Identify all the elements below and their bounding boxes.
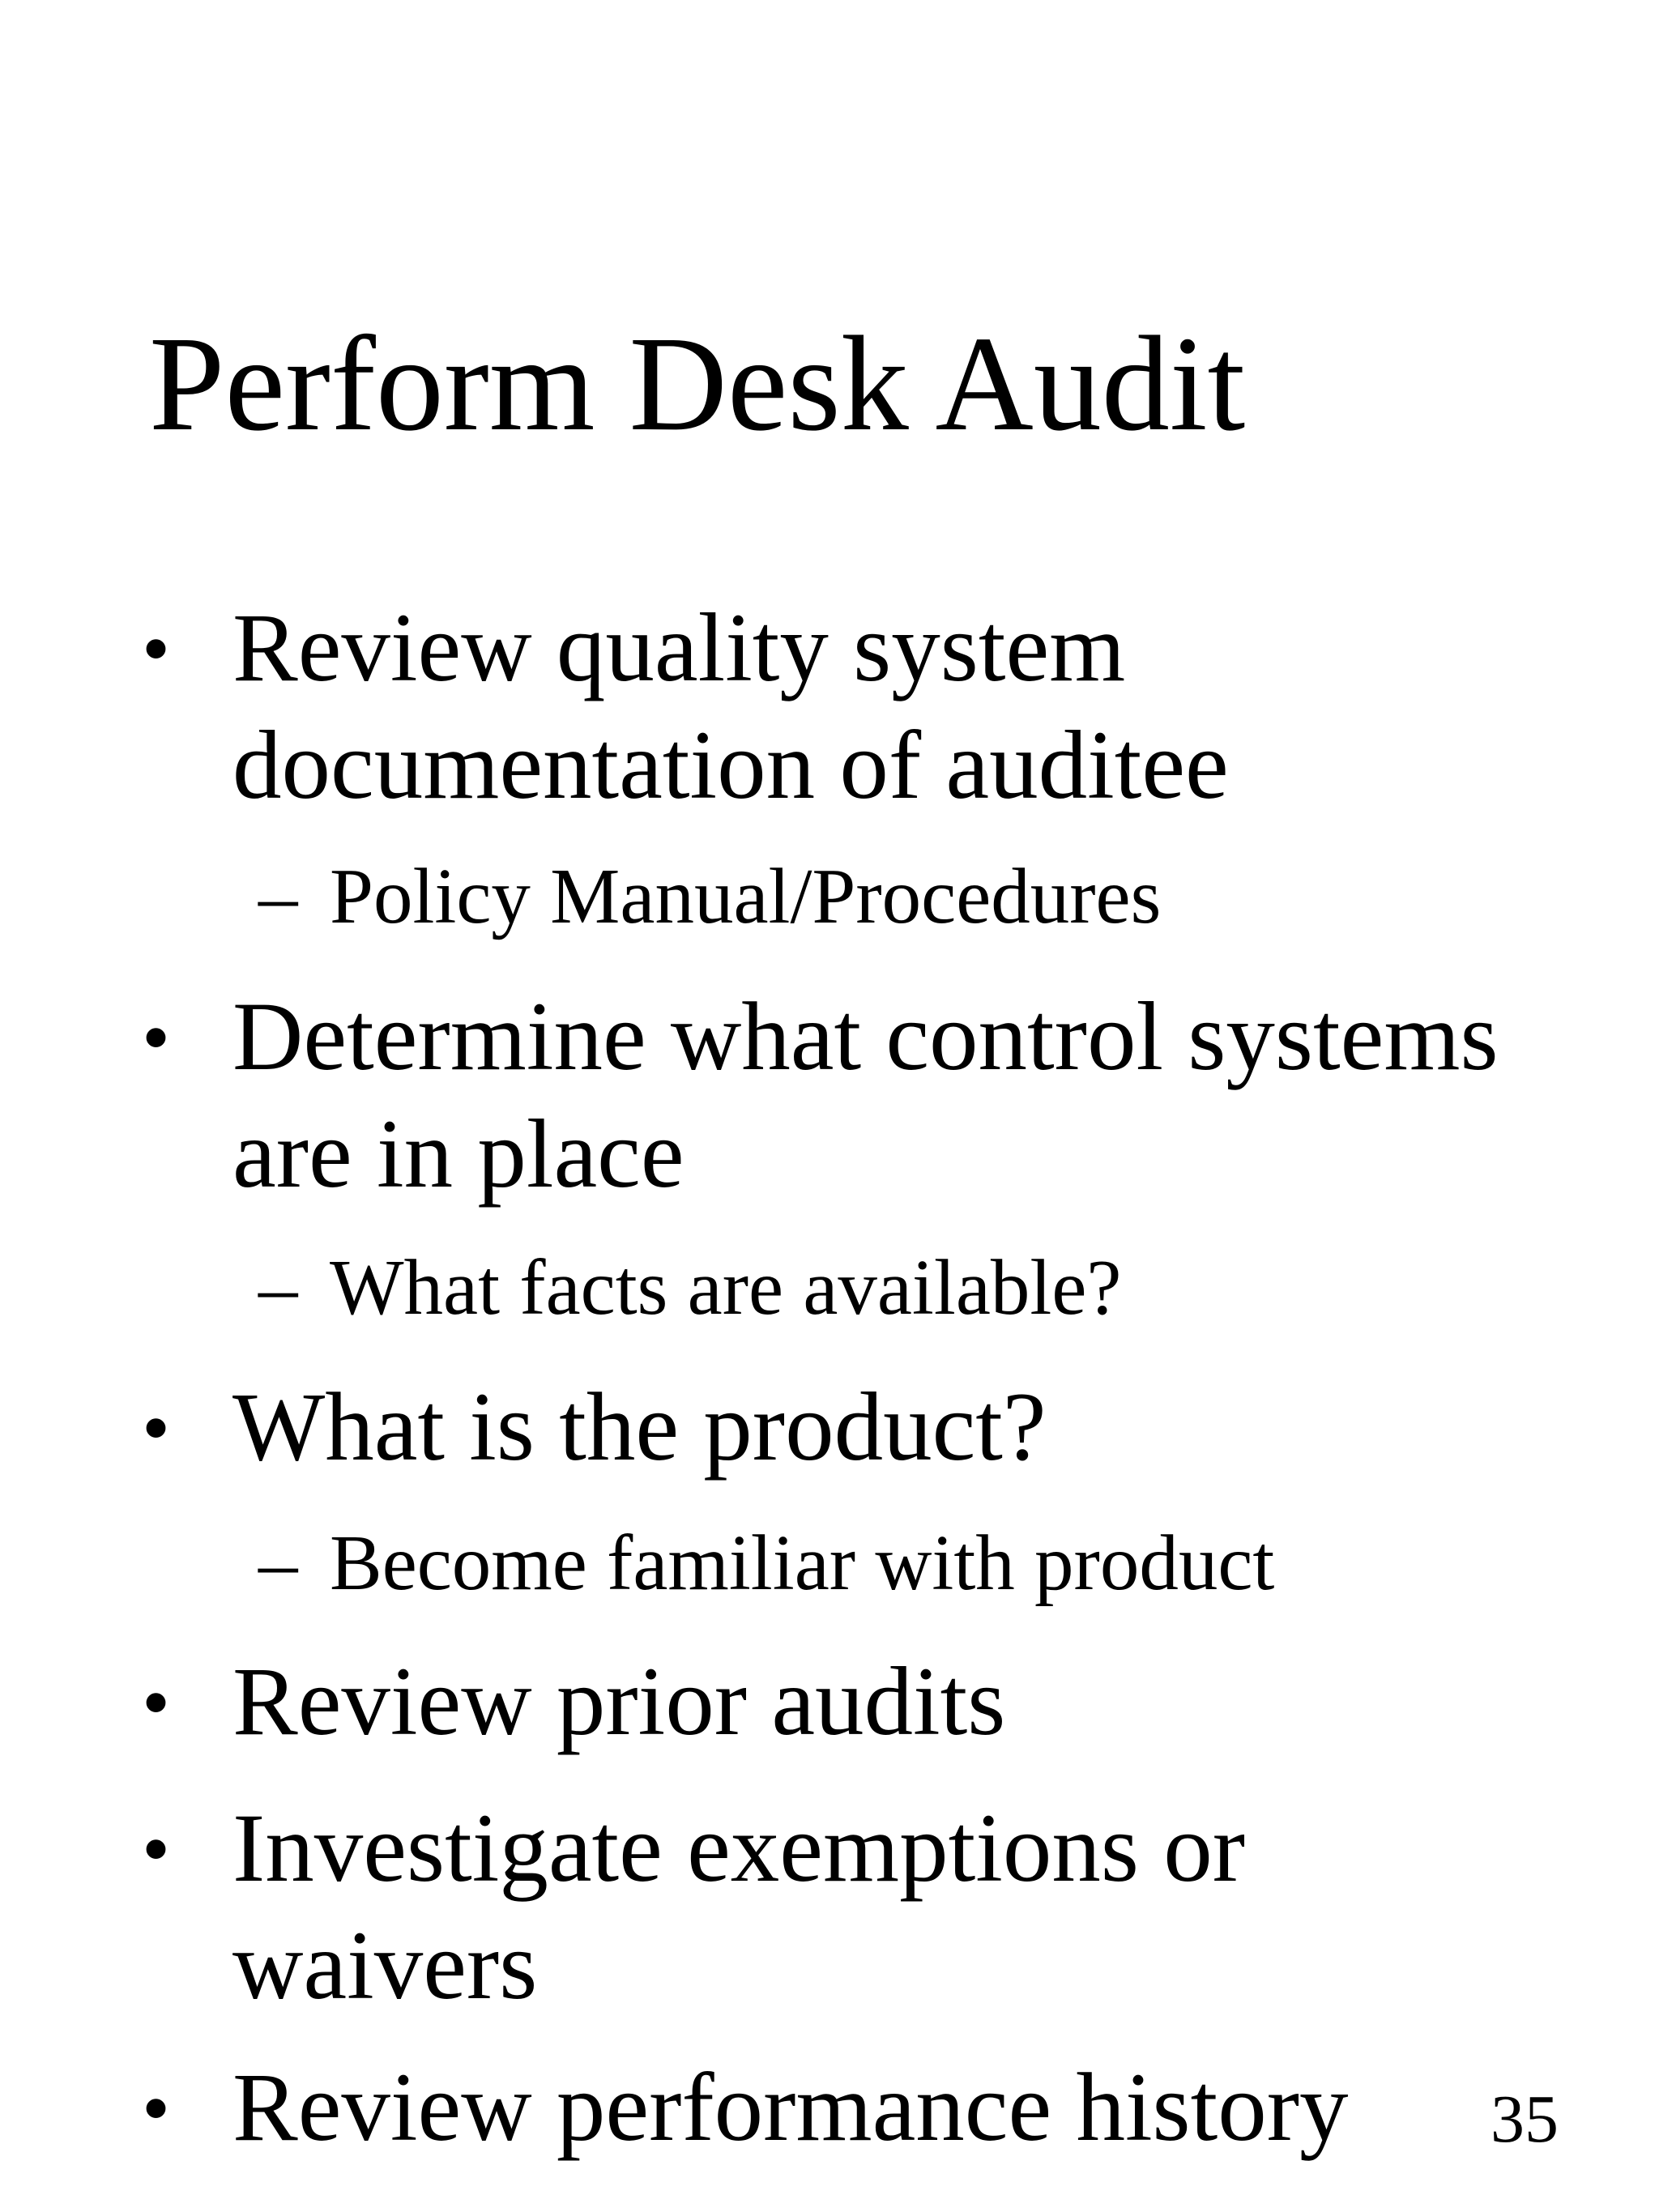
sub-bullet-familiar-product xyxy=(258,1519,1275,1608)
bullet-text-line: are in place xyxy=(232,1100,684,1208)
sub-bullet-text: Become familiar with product xyxy=(330,1519,1275,1606)
bullet-review-performance-history xyxy=(142,2049,1349,2167)
slide-title: Perform Desk Audit xyxy=(149,309,1246,459)
bullet-marker: • xyxy=(142,1383,171,1473)
dash-marker: – xyxy=(258,853,298,940)
bullet-text-line: Investigate exemptions or xyxy=(232,1794,1245,1903)
bullet-text-line: Review quality system xyxy=(232,594,1126,702)
bullet-marker: • xyxy=(142,2063,171,2153)
bullet-marker: • xyxy=(142,1657,171,1747)
bullet-text-line: What is the product? xyxy=(232,1373,1047,1481)
dash-marker: – xyxy=(258,1519,298,1606)
page-number: 35 xyxy=(1491,2082,1559,2157)
bullet-text-line: Determine what control systems xyxy=(232,982,1499,1091)
bullet-review-quality-system xyxy=(142,590,1229,825)
bullet-text-line: waivers xyxy=(232,1912,538,2020)
bullet-marker: • xyxy=(142,603,171,693)
bullet-marker: • xyxy=(142,1804,171,1894)
sub-bullet-policy-manual xyxy=(258,852,1162,941)
dash-marker: – xyxy=(258,1244,298,1331)
bullet-text-line: Review performance history xyxy=(232,2053,1349,2162)
bullet-text-line: documentation of auditee xyxy=(232,711,1229,820)
sub-bullet-text: Policy Manual/Procedures xyxy=(330,853,1162,940)
bullet-what-is-product xyxy=(142,1369,1047,1486)
sub-bullet-facts-available xyxy=(258,1243,1122,1332)
bullet-determine-control-systems xyxy=(142,978,1499,1213)
bullet-text-line: Review prior audits xyxy=(232,1647,1006,1756)
bullet-review-prior-audits xyxy=(142,1643,1006,1761)
sub-bullet-text: What facts are available? xyxy=(330,1244,1122,1331)
bullet-investigate-exemptions xyxy=(142,1790,1245,2025)
bullet-marker: • xyxy=(142,992,171,1082)
